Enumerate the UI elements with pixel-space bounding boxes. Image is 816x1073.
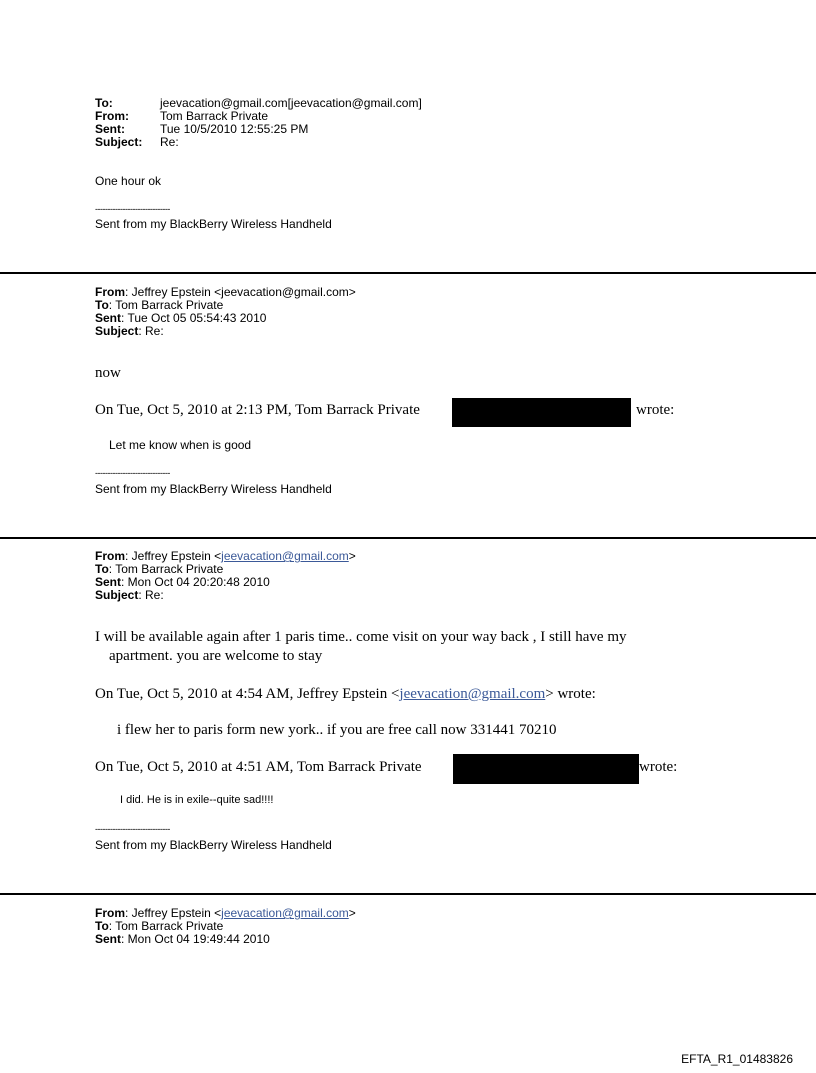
subject-value: Re: — [160, 135, 179, 149]
document-id: EFTA_R1_01483826 — [681, 1052, 793, 1066]
signature-separator: ------------------------------ — [95, 468, 170, 478]
message-3-body-line-1: I will be available again after 1 paris time.. come visit on your way back , I still have my — [95, 629, 627, 645]
message-3-subject — [95, 589, 164, 602]
from-label: From — [95, 906, 125, 920]
subject-label: Subject — [95, 588, 139, 602]
sent-value: Tue 10/5/2010 12:55:25 PM — [160, 122, 309, 136]
from-value: : Jeffrey Epstein <jeevacation@gmail.com> — [125, 285, 356, 299]
to-value: jeevacation@gmail.com[jeevacation@gmail.com] — [160, 96, 422, 110]
from-label: From — [95, 549, 125, 563]
quote-1-text: i flew her to paris form new york.. if you are free call now 331441 70210 — [117, 722, 557, 738]
to-value: : Tom Barrack Private — [108, 298, 224, 312]
subject-value: : Re: — [138, 324, 164, 338]
from-label: From: — [95, 109, 129, 123]
sent-label: Sent — [95, 575, 122, 589]
subject-label: Subject — [95, 324, 139, 338]
quote-2-intro: On Tue, Oct 5, 2010 at 4:51 AM, Tom Barrack Private — [95, 759, 422, 775]
quote-1-intro — [95, 686, 596, 703]
email-link[interactable]: jeevacation@gmail.com — [399, 686, 546, 702]
sent-label: Sent — [95, 311, 122, 325]
sent-value: : Tue Oct 05 05:54:43 2010 — [121, 311, 267, 325]
quote-1-prefix: On Tue, Oct 5, 2010 at 4:54 AM, Jeffrey Epstein < — [95, 686, 400, 702]
message-divider — [0, 893, 816, 895]
quote-intro: On Tue, Oct 5, 2010 at 2:13 PM, Tom Barrack Private — [95, 402, 420, 418]
to-label: To — [95, 919, 109, 933]
sent-value: : Mon Oct 04 20:20:48 2010 — [121, 575, 270, 589]
signature: Sent from my BlackBerry Wireless Handheld — [95, 217, 332, 231]
quote-1-suffix: > wrote: — [545, 686, 596, 702]
from-label: From — [95, 285, 125, 299]
from-prefix: : Jeffrey Epstein < — [125, 906, 222, 920]
to-label: To: — [95, 96, 113, 110]
subject-value: : Re: — [138, 588, 164, 602]
message-1-body: One hour ok — [95, 174, 162, 188]
redaction-block — [453, 754, 639, 784]
email-link[interactable]: jeevacation@gmail.com — [221, 549, 349, 563]
message-divider — [0, 537, 816, 539]
from-suffix: > — [348, 906, 356, 920]
message-divider — [0, 272, 816, 274]
from-prefix: : Jeffrey Epstein < — [125, 549, 222, 563]
sent-label: Sent — [95, 932, 122, 946]
quote-2-wrote: wrote: — [639, 759, 678, 775]
sent-value: : Mon Oct 04 19:49:44 2010 — [121, 932, 270, 946]
email-link[interactable]: jeevacation@gmail.com — [221, 906, 349, 920]
signature: Sent from my BlackBerry Wireless Handheld — [95, 482, 332, 496]
subject-label: Subject: — [95, 135, 143, 149]
message-3-body-line-2: apartment. you are welcome to stay — [109, 648, 323, 664]
sent-label: Sent: — [95, 122, 125, 136]
quote-wrote: wrote: — [636, 402, 675, 418]
to-value: : Tom Barrack Private — [108, 562, 224, 576]
from-value: Tom Barrack Private — [160, 109, 269, 123]
message-2-body: now — [95, 365, 121, 381]
redaction-block — [452, 398, 631, 427]
quoted-text: Let me know when is good — [109, 438, 252, 452]
to-label: To — [95, 298, 109, 312]
signature: Sent from my BlackBerry Wireless Handheld — [95, 838, 332, 852]
to-label: To — [95, 562, 109, 576]
message-4-sent — [95, 933, 270, 946]
signature-separator: ------------------------------ — [95, 824, 170, 834]
to-value: : Tom Barrack Private — [108, 919, 224, 933]
quote-2-text: I did. He is in exile--quite sad!!!! — [120, 794, 274, 806]
from-suffix: > — [348, 549, 356, 563]
signature-separator: ------------------------------ — [95, 204, 170, 214]
message-2-subject — [95, 325, 164, 338]
